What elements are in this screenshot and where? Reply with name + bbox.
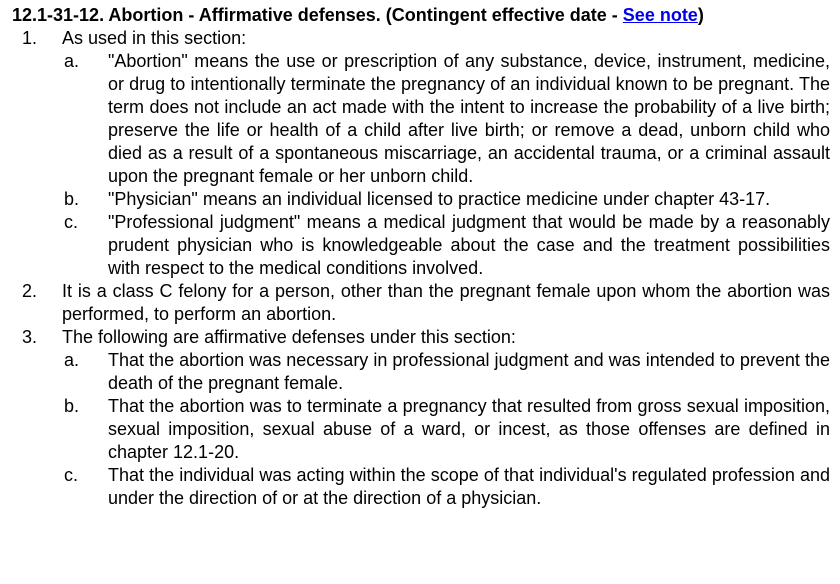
section-title: 12.1-31-12. Abortion - Affirmative defenses. (Contingent effective date -	[12, 5, 623, 25]
paragraph-letter: a.	[64, 350, 80, 370]
subsection-text: It is a class C felony for a person, other than the pregnant female upon whom the abortion was performed, to perform an abortion.	[62, 281, 830, 324]
section-title-close: )	[697, 5, 704, 25]
subsection-1	[12, 27, 832, 50]
paragraph-letter: c.	[64, 212, 79, 232]
section-heading	[12, 3, 832, 27]
subsection-number: 3.	[22, 327, 38, 347]
paragraph-text: That the abortion was necessary in professional judgment and was intended to prevent the death of the pregnant female.	[108, 350, 830, 393]
defense-necessary	[12, 349, 832, 395]
defense-pregnancy-from-offense	[12, 395, 832, 464]
see-note-link[interactable]: See note	[622, 5, 698, 25]
subsection-number: 1.	[22, 28, 38, 48]
subsection-text: The following are affirmative defenses under this section:	[62, 327, 516, 347]
definition-abortion	[12, 50, 832, 188]
paragraph-text: "Physician" means an individual licensed to practice medicine under chapter 43-17.	[108, 189, 771, 209]
paragraph-letter: b.	[64, 189, 80, 209]
subsection-text: As used in this section:	[62, 28, 247, 48]
subsection-number: 2.	[22, 281, 38, 301]
paragraph-letter: c.	[64, 465, 79, 485]
paragraph-letter: a.	[64, 51, 80, 71]
definition-professional-judgment	[12, 211, 832, 280]
defense-regulated-profession	[12, 464, 832, 510]
paragraph-text: That the abortion was to terminate a pregnancy that resulted from gross sexual imposition, sexual imposition, sexual abuse of a ward, or incest, as those offenses are defined in chapter 12.1-20.	[108, 396, 830, 462]
paragraph-text: "Professional judgment" means a medical judgment that would be made by a reasonably prudent physician who is knowledgeable about the case and the treatment possibilities with respect to the medical conditions involved.	[108, 212, 830, 278]
subsection-3	[12, 326, 832, 349]
definition-physician	[12, 188, 832, 211]
subsection-2	[12, 280, 832, 326]
paragraph-text: "Abortion" means the use or prescription of any substance, device, instrument, medicine, or drug to intentionally terminate the pregnancy of an individual known to be pregnant. The term does not include an act made with the intent to increase the probability of a live birth; preserve the life or health of a child after live birth; or remove a dead, unborn child who died as a result of a spontaneous miscarriage, an accidental trauma, or a criminal assault upon the pregnant female or her unborn child.	[108, 51, 830, 186]
paragraph-letter: b.	[64, 396, 80, 416]
paragraph-text: That the individual was acting within the scope of that individual's regulated profession and under the direction of or at the direction of a physician.	[108, 465, 830, 508]
